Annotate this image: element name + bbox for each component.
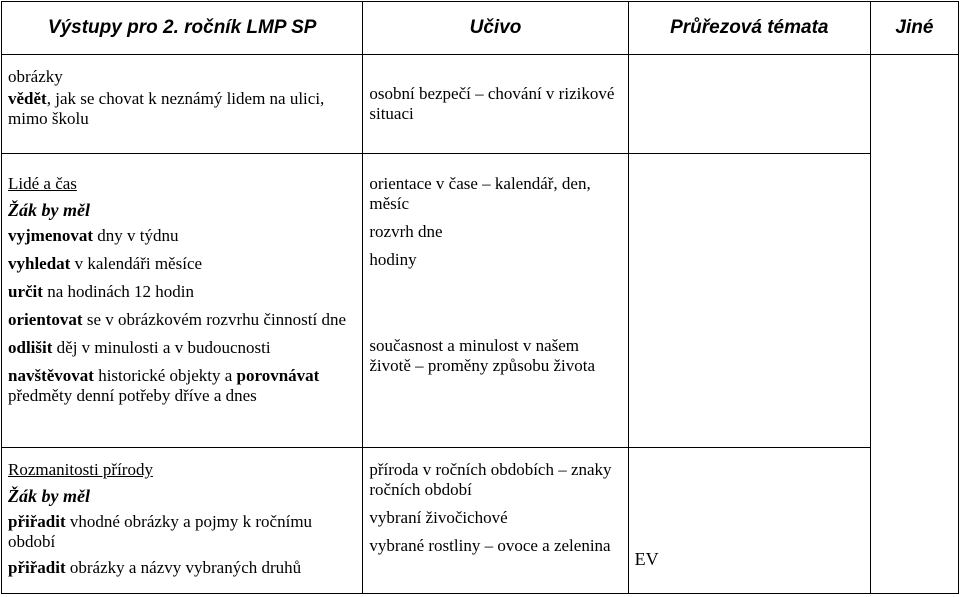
learning-line: vybrané rostliny – ovoce a zelenina xyxy=(369,536,611,555)
learning-cell xyxy=(363,55,628,154)
learning-line: hodiny xyxy=(369,250,417,269)
outcome-line: vyhledat v kalendáři měsíce xyxy=(8,254,203,273)
outcome-line: odlišit děj v minulosti a v budoucnosti xyxy=(8,338,271,357)
outcomes-cell xyxy=(2,154,363,448)
outcomes-cell xyxy=(2,55,363,154)
table-row xyxy=(2,55,959,154)
outcome-line: vědět, jak se chovat k neznámý lidem na ulici, mimo školu xyxy=(8,89,325,128)
table-row xyxy=(2,448,959,594)
curriculum-table xyxy=(1,1,959,594)
learning-line: osobní bezpečí – chování v rizikové situaci xyxy=(369,84,615,123)
section-subheading: Žák by měl xyxy=(8,200,90,220)
outcome-line: obrázky xyxy=(8,67,63,86)
crosscutting-cell xyxy=(628,448,870,594)
header-row xyxy=(2,2,959,55)
crosscutting-cell xyxy=(628,154,870,448)
header-outcomes: Výstupy pro 2. ročník LMP SP xyxy=(2,2,363,55)
header-crosscutting: Průřezová témata xyxy=(628,2,870,55)
outcomes-cell xyxy=(2,448,363,594)
crosscutting-cell xyxy=(628,55,870,154)
learning-line: vybraní živočichové xyxy=(369,508,508,527)
header-other: Jiné xyxy=(870,2,958,55)
learning-line: příroda v ročních obdobích – znaky ročních období xyxy=(369,460,612,499)
outcome-line: navštěvovat historické objekty a porovnávat předměty denní potřeby dříve a dnes xyxy=(8,366,320,405)
crosscut-ev: EV xyxy=(634,549,659,569)
outcome-line: orientovat se v obrázkovém rozvrhu činností dne xyxy=(8,310,347,329)
learning-line: současnost a minulost v našem životě – proměny způsobu života xyxy=(369,336,596,375)
outcome-line: přiřadit obrázky a názvy vybraných druhů xyxy=(8,558,302,577)
learning-line: rozvrh dne xyxy=(369,222,443,241)
section-heading: Lidé a čas xyxy=(8,174,77,193)
outcome-line: přiřadit vhodné obrázky a pojmy k ročnímu období xyxy=(8,512,313,551)
outcome-line: vyjmenovat dny v týdnu xyxy=(8,226,179,245)
section-subheading: Žák by měl xyxy=(8,486,90,506)
header-learning: Učivo xyxy=(363,2,628,55)
learning-cell xyxy=(363,448,628,594)
section-heading: Rozmanitosti přírody xyxy=(8,460,153,479)
learning-line: orientace v čase – kalendář, den, měsíc xyxy=(369,174,591,213)
table-row xyxy=(2,154,959,448)
other-cell xyxy=(870,55,958,594)
outcome-line: určit na hodinách 12 hodin xyxy=(8,282,195,301)
learning-cell xyxy=(363,154,628,448)
